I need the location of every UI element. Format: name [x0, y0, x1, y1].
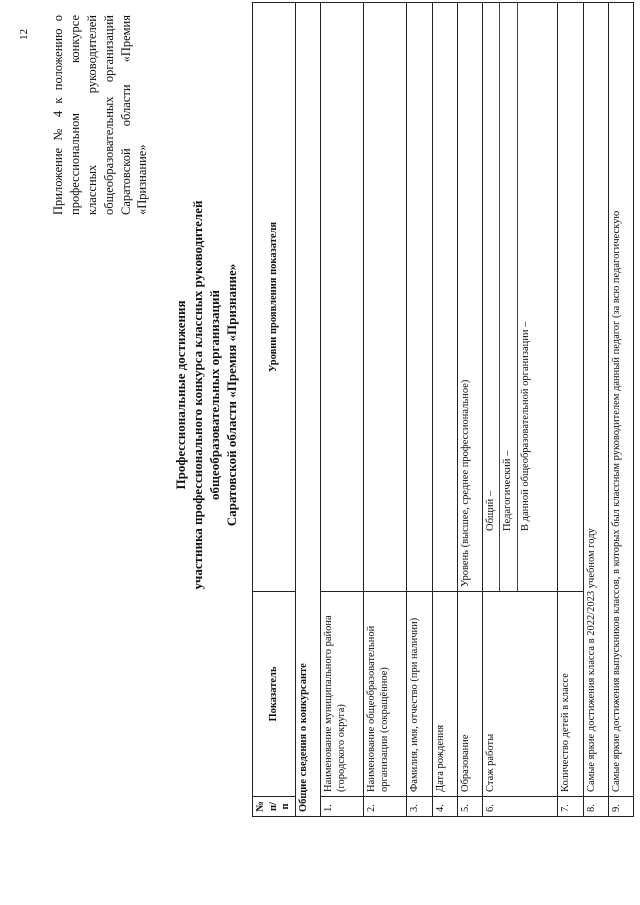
header-number: № п/п [253, 797, 296, 817]
document-title [172, 135, 241, 655]
table-row [457, 3, 482, 817]
row-number: 9. [608, 797, 633, 817]
row-indicator: Дата рождения [432, 592, 457, 797]
row-indicator: Наименование общеобразовательной организации (сокращённое) [364, 592, 407, 797]
row-value [364, 3, 407, 592]
row-indicator: Наименование муниципального района (городского округа) [320, 592, 363, 797]
table-row [558, 3, 583, 817]
row-number: 5. [457, 797, 482, 817]
header-levels: Уровни проявления показателя [253, 3, 296, 592]
row-number: 7. [558, 797, 583, 817]
achievements-table [252, 2, 634, 817]
experience-this-school: В данной общеобразовательной организации – [517, 3, 535, 591]
page-number: 12 [18, 29, 30, 40]
title-line-3: Саратовской области «Премия «Признание» [224, 263, 240, 527]
row-indicator-wide: Самые яркие достижения класса в 2022/2023 учебном году [583, 3, 608, 797]
title-line-2: участника профессионального конкурса классных руководителей общеобразовательных организаций [190, 200, 223, 590]
table-row [407, 3, 432, 817]
row-indicator: Образование [457, 592, 482, 797]
row-indicator: Стаж работы [482, 592, 558, 797]
row-value [320, 3, 363, 592]
table-row [482, 3, 558, 817]
title-line-1: Профессиональные достижения [173, 300, 188, 490]
experience-pedagogical: Педагогический – [499, 3, 517, 591]
table-row [583, 3, 608, 817]
header-indicator: Показатель [253, 592, 296, 797]
section-row-general [295, 3, 320, 817]
row-number: 3. [407, 797, 432, 817]
table-header-row [253, 3, 296, 817]
table-row [432, 3, 457, 817]
experience-breakdown [483, 3, 535, 591]
table-row [608, 3, 633, 817]
row-indicator: Фамилия, имя, отчество (при наличии) [407, 592, 432, 797]
section-title: Общие сведения о конкурсанте [295, 3, 320, 817]
appendix-note: Приложение № 4 к положению о профессиональном конкурсе классных руководителей общеобразовательных организаций Саратовской области «Премия «Признание» [51, 15, 150, 215]
table-row [364, 3, 407, 817]
experience-total: Общий – [484, 490, 496, 531]
row-value: Уровень (высшее, среднее профессиональное) [457, 3, 482, 592]
row-value-experience [482, 3, 558, 592]
row-number: 1. [320, 797, 363, 817]
table-row [320, 3, 363, 817]
row-indicator: Количество детей в классе [558, 592, 583, 797]
row-number: 2. [364, 797, 407, 817]
row-value [432, 3, 457, 592]
row-value [407, 3, 432, 592]
row-indicator-wide: Самые яркие достижения выпускников классов, в которых был классным руководителем данный педагог (за всю педагогическую [608, 3, 633, 797]
row-number: 8. [583, 797, 608, 817]
row-number: 4. [432, 797, 457, 817]
row-number: 6. [482, 797, 558, 817]
row-value [558, 3, 583, 592]
